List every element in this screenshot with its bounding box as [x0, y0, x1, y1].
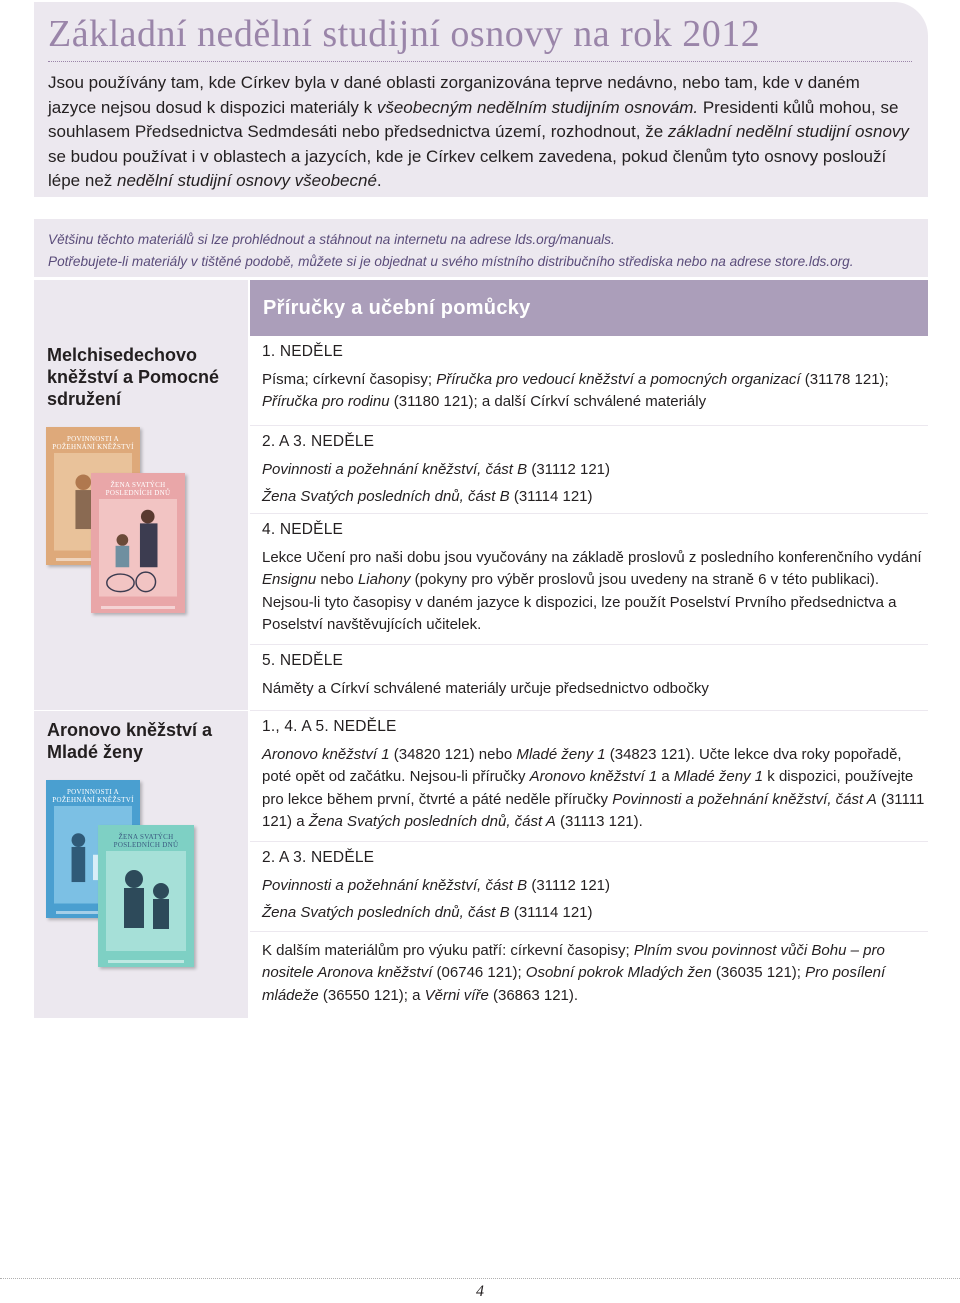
section-sunday-2-3-aaronic — [250, 842, 928, 932]
section-text: Žena Svatých posledních dnů, část B (31114 121) — [262, 904, 593, 922]
notice-line-order: Potřebujete-li materiály v tištěné podobě, můžete si je objednat u svého místního distribučního střediska nebo na adrese store.lds.org. — [48, 254, 854, 269]
section-text: Povinnosti a požehnání kněžství, část B (31112 121) — [262, 877, 610, 894]
intro-paragraph: Jsou používány tam, kde Církev byla v dané oblasti zorganizována teprve nedávno, nebo tam, kde v daném jazyce nejsou dosud k dispozici materiály k všeobecným nedělním studijním osnovám. Presidenti kůlů mohou, se souhlasem Předsednictva Sedmdesáti nebo předsednictva území, rozhodnout, že základní nedělní studijní osnovy se budou používat i v oblastech a jazycích, kde je Církev celkem zavedena, pokud členům tyto osnovy poslouží lépe než nedělní studijní osnovy všeobecné. — [48, 73, 909, 191]
section-text: Aronovo kněžství 1 (34820 121) nebo Mladé ženy 1 (34823 121). Učte lekce dva roky popořadě, poté opět od začátku. Nejsou-li příručky Aronovo kněžství 1 a Mladé ženy 1 k dispozici, používejte pro lekce během první, čtvrté a páté neděle příručky Povinnosti a požehnání kněžství, část A (31111 121) a Žena Svatých posledních dnů, část A (31113 121). — [262, 746, 925, 830]
section-sunday-5 — [250, 645, 928, 711]
section-heading: 4. NEDĚLE — [262, 521, 344, 538]
book-cover-latter-day-saint-woman: ŽENA SVATÝCH POSLEDNÍCH DNŮ — [98, 825, 194, 967]
materials-column — [250, 336, 928, 1018]
section-text: K dalším materiálům pro výuku patří: církevní časopisy; Plním svou povinnost vůči Bohu – pro nositele Aronova kněžství (06746 121); Osobní pokrok Mladých žen (36035 121); Pro posílení mládeže (36550 121); a Věrni víře (36863 121). — [262, 942, 886, 1004]
section-additional-materials — [250, 932, 928, 1018]
header-materials: Příručky a učební pomůcky — [250, 280, 928, 336]
section-sunday-1-4-5 — [250, 711, 928, 842]
section-text: Náměty a Církví schválené materiály určuje předsednictvo odbočky — [262, 680, 709, 697]
page-number: 4 — [476, 1283, 484, 1300]
section-text: Lekce Učení pro naši dobu jsou vyučovány na základě proslovů z posledního konferenčního vydání Ensignu nebo Liahony (pokyny pro výběr proslovů jsou uvedeny na straně 6 v této publikaci). Nejsou-li tyto časopisy v daném jazyce k dispozici, lze použít Poselství Prvního předsednictva a Poselství navštěvujících učitelek. — [262, 549, 922, 633]
footer-rule — [0, 1278, 960, 1279]
notice-line-download: Většinu těchto materiálů si lze prohlédnout a stáhnout na internetu na adrese lds.org/manuals. — [48, 232, 615, 247]
section-sunday-4 — [250, 514, 928, 645]
section-heading: 1., 4. A 5. NEDĚLE — [262, 718, 397, 735]
org-melchizedek-relief-society: Melchisedechovo kněžství a Pomocné sdružení — [47, 345, 220, 409]
section-sunday-2-3 — [250, 426, 928, 514]
book-illustration — [99, 499, 177, 597]
section-heading: 5. NEDĚLE — [262, 652, 344, 669]
book-cover-latter-day-saint-woman: ŽENA SVATÝCH POSLEDNÍCH DNŮ — [91, 473, 185, 613]
section-heading: 1. NEDĚLE — [262, 343, 344, 360]
notice-box — [34, 219, 928, 277]
book-cover-priesthood-duties: POVINNOSTI A POŽEHNÁNÍ KNĚŽSTVÍ — [46, 780, 140, 918]
page-title: Základní nedělní studijní osnovy na rok 2012 — [48, 12, 912, 62]
book-illustration — [106, 851, 186, 951]
section-heading: 2. A 3. NEDĚLE — [262, 433, 375, 450]
book-cover-priesthood-duties: POVINNOSTI A POŽEHNÁNÍ KNĚŽSTVÍ — [46, 427, 140, 565]
org-aaronic-young-women: Aronovo kněžství a Mladé ženy — [47, 720, 213, 762]
section-text: Písma; církevní časopisy; Příručka pro vedoucí kněžství a pomocných organizací (31178 121); Příručka pro rodinu (31180 121); a další Církví schválené materiály — [262, 371, 889, 411]
section-text: Povinnosti a požehnání kněžství, část B (31112 121) — [262, 461, 610, 478]
section-text: Žena Svatých posledních dnů, část B (31114 121) — [262, 488, 593, 506]
section-heading: 2. A 3. NEDĚLE — [262, 849, 375, 866]
intro-box — [34, 2, 928, 197]
section-sunday-1 — [250, 336, 928, 426]
